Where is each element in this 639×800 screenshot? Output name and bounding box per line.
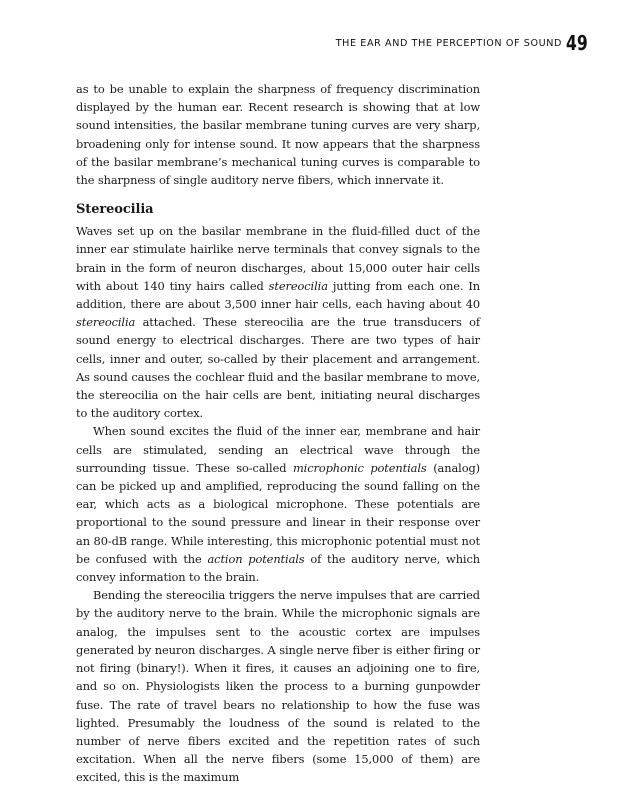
term-action-potentials: action potentials [207, 551, 305, 566]
page-body [76, 80, 480, 787]
running-head: THE EAR AND THE PERCEPTION OF SOUND [335, 38, 562, 49]
text-run: attached. These stereocilia are the true transducers of sound energy to electrical discharges. There are two types of hair cells, inner and outer, so-called by their placement and arrangement. As sound causes the cochlear fluid and the basilar membrane to move, the stereocilia on the hair cells are bent, initiating neural discharges to the auditory cortex. [76, 315, 480, 421]
term-microphonic-potentials: microphonic potentials [292, 460, 427, 475]
paragraph-nerve-impulses: Bending the stereocilia triggers the nerve impulses that are carried by the auditory nerve to the brain. While the microphonic signals are analog, the impulses sent to the acoustic cortex are impulses generated by neuron discharges. A single nerve fiber is either firing or not firing (binary!). When it fires, it causes an adjoining one to fire, and so on. Physiologists liken the process to a burning gunpowder fuse. The rate of travel bears no relationship to how the fuse was lighted. Presumably the loudness of the sound is related to the number of nerve fibers excited and the repetition rates of such excitation. When all the nerve fibers (some 15,000 of them) are excited, this is the maximum [76, 588, 480, 785]
text-run: When sound excites the fluid of the inner ear, membrane and hair cells are stimulated, sending an electrical wave through the surrounding tissue. These so-called [76, 424, 480, 475]
term-stereocilia: stereocilia [268, 278, 328, 293]
paragraph-microphonic [76, 422, 480, 586]
page-number: 49 [566, 31, 588, 55]
section-heading: Stereocilia [76, 202, 154, 218]
term-stereocilia: stereocilia [76, 315, 136, 330]
paragraph-stereocilia-intro [76, 222, 480, 422]
text-run: Waves set up on the basilar membrane in the fluid-filled duct of the inner ear stimulate hairlike nerve terminals that convey signals to the brain in the form of neuron discharges, about 15,000 outer hair cells with about 140 tiny hairs called [76, 224, 480, 293]
text-run: jutting from each one. In addition, there are about 3,500 inner hair cells, each having about 40 [76, 278, 480, 312]
text-run: (analog) can be picked up and amplified, reproducing the sound falling on the ear, which acts as a biological microphone. These potentials are proportional to the sound pressure and linear in their response over an 80-dB range. While interesting, this microphonic potential must not be confused with the [76, 460, 480, 566]
text-run: of the auditory nerve, which convey information to the brain. [76, 551, 480, 585]
paragraph-continued: as to be unable to explain the sharpness of frequency discrimination displayed by the human ear. Recent research is showing that at low sound intensities, the basilar membrane tuning curves are very sharp, broadening only for intense sound. It now appears that the sharpness of the basilar membrane’s mechanical tuning curves is comparable to the sharpness of single auditory nerve fibers, which innervate it. [76, 82, 480, 188]
